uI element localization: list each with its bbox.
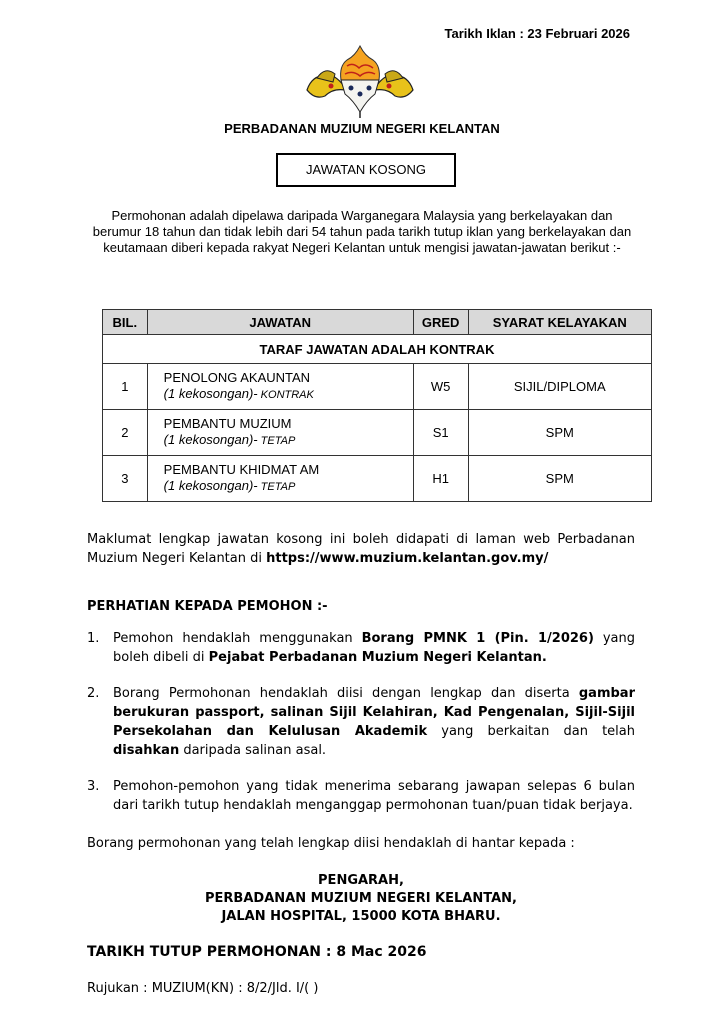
- table-row: [103, 410, 652, 456]
- send-to-text: Borang permohonan yang telah lengkap diisi hendaklah di hantar kepada :: [87, 836, 575, 851]
- table-banner-row: [103, 335, 652, 364]
- info-paragraph: [87, 530, 635, 568]
- notice-item: [87, 684, 635, 760]
- notice-item: [87, 777, 635, 815]
- qualification-cell: SPM: [468, 456, 651, 502]
- organization-title: PERBADANAN MUZIUM NEGERI KELANTAN: [224, 121, 500, 136]
- notice-number: 1.: [87, 631, 100, 646]
- notice-number: 2.: [87, 686, 100, 701]
- notice-text: Pemohon hendaklah menggunakan: [113, 631, 362, 646]
- row-number: 2: [103, 410, 148, 456]
- header-jawatan: JAWATAN: [147, 310, 413, 335]
- table-row: [103, 456, 652, 502]
- notice-text: yang berkaitan dan telah: [427, 724, 635, 739]
- notice-text: Pemohon-pemohon yang tidak menerima sebarang jawapan selepas 6 bulan dari tarikh tutup hendaklah menganggap permohonan tuan/puan tidak berjaya.: [113, 779, 635, 813]
- grade-cell: W5: [413, 364, 468, 410]
- header-gred: GRED: [413, 310, 468, 335]
- grade-cell: H1: [413, 456, 468, 502]
- position-cell: [147, 410, 413, 456]
- vacancy-count: (1 kekosongan)-: [163, 432, 258, 447]
- notice-heading: PERHATIAN KEPADA PEMOHON :-: [87, 599, 328, 614]
- notice-number: 3.: [87, 779, 100, 794]
- row-number: 1: [103, 364, 148, 410]
- row-number: 3: [103, 456, 148, 502]
- qualification-cell: SPM: [468, 410, 651, 456]
- info-line-prefix: Muzium Negeri Kelantan di: [87, 551, 267, 566]
- notice-text: daripada salinan asal.: [179, 743, 327, 758]
- employment-status: KONTRAK: [257, 389, 314, 401]
- position-cell: [147, 364, 413, 410]
- qualification-cell: SIJIL/DIPLOMA: [468, 364, 651, 410]
- notice-text: Borang Permohonan hendaklah diisi dengan lengkap dan diserta: [113, 686, 579, 701]
- address-line: JALAN HOSPITAL, 15000 KOTA BHARU.: [221, 909, 501, 924]
- vacancy-notice-box: JAWATAN KOSONG: [276, 153, 456, 187]
- position-vacancy: [164, 386, 413, 403]
- header-bil: BIL.: [103, 310, 148, 335]
- notice-text: yang boleh dibeli di: [113, 631, 635, 665]
- lower-body: [87, 530, 635, 998]
- position-vacancy: [164, 478, 413, 495]
- notice-bold: gambar berukuran passport, salinan Sijil Kelahiran, Kad Pengenalan, Sijil-Sijil Persekolahan dan Kelulusan Akademik: [113, 686, 635, 739]
- intro-paragraph: Permohonan adalah dipelawa daripada Warganegara Malaysia yang berkelayakan dan berumur 18 tahun dan tidak lebih dari 54 tahun pada tarikh tutup iklan yang berkelayakan dan keutamaan diberi kepada rakyat Negeri Kelantan untuk mengisi jawatan-jawatan berikut :-: [92, 208, 632, 255]
- notice-item: [87, 629, 635, 667]
- position-vacancy: [164, 432, 413, 449]
- address-line: PENGARAH,: [318, 873, 404, 888]
- table-row: [103, 364, 652, 410]
- contract-banner: TARAF JAWATAN ADALAH KONTRAK: [103, 335, 652, 364]
- header-syarat: SYARAT KELAYAKAN: [468, 310, 651, 335]
- mailing-address: [87, 872, 635, 926]
- position-title: PEMBANTU KHIDMAT AM: [163, 462, 320, 477]
- position-title: PENOLONG AKAUNTAN: [163, 370, 311, 385]
- position-title: PEMBANTU MUZIUM: [163, 416, 292, 431]
- notice-bold: disahkan: [113, 743, 180, 758]
- info-line: Maklumat lengkap jawatan kosong ini boleh didapati di laman web Perbadanan: [87, 532, 635, 547]
- table-header-row: [103, 310, 652, 335]
- notice-bold: Pejabat Perbadanan Muzium Negeri Kelantan.: [208, 650, 547, 665]
- ad-date: Tarikh Iklan : 23 Februari 2026: [444, 26, 630, 41]
- vacancy-count: (1 kekosongan)-: [163, 386, 258, 401]
- grade-cell: S1: [413, 410, 468, 456]
- vacancy-table: [102, 309, 652, 502]
- vacancy-count: (1 kekosongan)-: [163, 478, 258, 493]
- closing-date: TARIKH TUTUP PERMOHONAN : 8 Mac 2026: [87, 944, 427, 960]
- notice-list: [87, 629, 635, 815]
- notice-bold: Borang PMNK 1 (Pin. 1/2026): [361, 631, 594, 646]
- kelantan-state-crest-icon: [303, 42, 417, 120]
- employment-status: TETAP: [257, 481, 296, 493]
- reference-number: Rujukan : MUZIUM(KN) : 8/2/Jld. I/( ): [87, 981, 319, 996]
- address-line: PERBADANAN MUZIUM NEGERI KELANTAN,: [205, 891, 517, 906]
- website-link[interactable]: https://www.muzium.kelantan.gov.my/: [266, 551, 549, 566]
- position-cell: [147, 456, 413, 502]
- employment-status: TETAP: [257, 435, 296, 447]
